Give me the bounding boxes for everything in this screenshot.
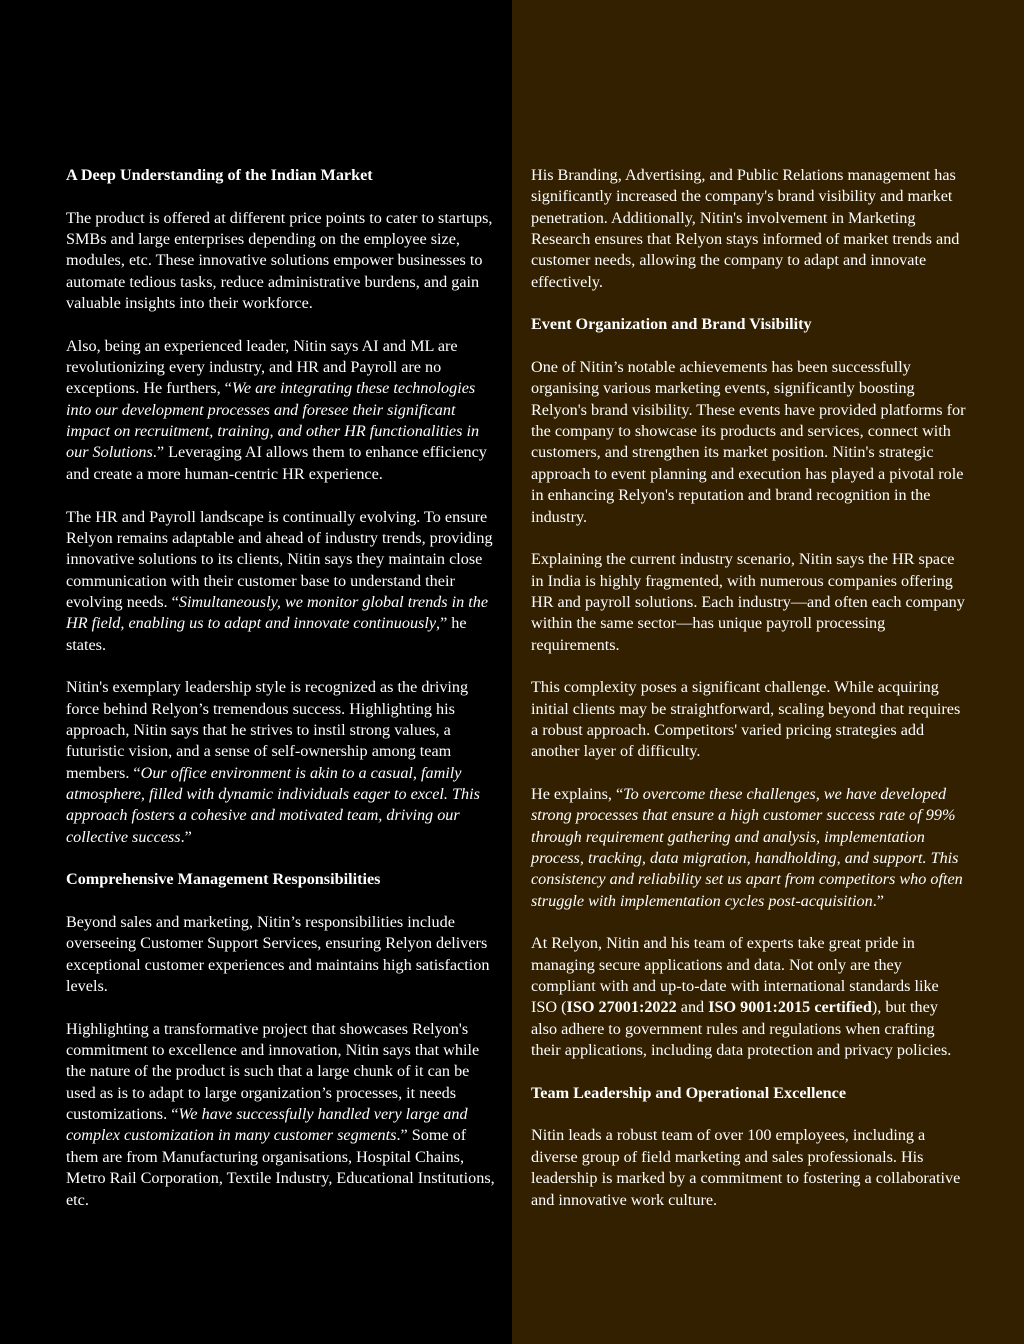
text-span: He explains, “: [531, 784, 624, 803]
paragraph-branding: His Branding, Advertising, and Public Relations management has significantly increased the company's brand visibility and market penetration. Additionally, Nitin's involvement in Marketing Research ensures that Relyon stays informed of market trends and customer needs, allowing the company to adapt and innovate effectively.: [531, 166, 960, 291]
text-span: ,” he states.: [66, 614, 467, 654]
paragraph-events: One of Nitin’s notable achievements has been successfully organising various marketing events, significantly boosting Relyon's brand visibility. These events have provided platforms for the company to showcase its products and services, connect with customers, and strengthen its market position. Nitin's strategic approach to event planning and execution has played a pivotal role in enhancing Relyon's reputation and brand recognition in the industry.: [531, 358, 966, 526]
quote-text: Simultaneously, we monitor global trends in the HR field, enabling us to adapt and innovate continuously: [66, 592, 489, 633]
text-span: .” Some of them are from Manufacturing organisations, Hospital Chains, Metro Rail Corporation, Textile Industry, Educational Institutions, etc.: [66, 1126, 495, 1209]
paragraph-team: Nitin leads a robust team of over 100 employees, including a diverse group of field marketing and sales professionals. His leadership is marked by a commitment to fostering a collaborative and innovative work culture.: [531, 1126, 961, 1209]
right-text-column: [531, 165, 966, 1232]
section-heading-team: Team Leadership and Operational Excellence: [531, 1083, 847, 1102]
left-text-column: [66, 165, 498, 1232]
paragraph-explains: [531, 784, 966, 912]
text-span: Also, being an experienced leader, Nitin says AI and ML are revolutionizing every industry, and HR and Payroll are no exceptions. He furthers, “: [66, 336, 458, 398]
text-span: .” Leveraging AI allows them to enhance efficiency and create a more human-centric HR experience.: [66, 443, 487, 483]
bold-certification: ISO 9001:2015 certified: [708, 998, 872, 1017]
text-span: At Relyon, Nitin and his team of experts take great pride in managing secure applications and data. Not only are they compliant with and up-to-date with international standards like ISO (: [531, 934, 939, 1017]
paragraph-secure: [531, 933, 966, 1061]
section-heading-management: Comprehensive Management Responsibilities: [66, 870, 381, 889]
paragraph-landscape: [66, 507, 498, 656]
paragraph-ai-ml: [66, 336, 498, 485]
paragraph-industry: Explaining the current industry scenario, Nitin says the HR space in India is highly fragmented, with numerous companies offering HR and payroll solutions. Each industry—and often each company within the same sector—has unique payroll processing requirements.: [531, 550, 965, 654]
text-span: The HR and Payroll landscape is continually evolving. To ensure Relyon remains adaptable and ahead of industry trends, providing innovative solutions to its clients, Nitin says they maintain close communication with their customer base to understand their evolving needs. “: [66, 507, 493, 611]
quote-text: We are integrating these technologies into our development processes and foresee their significant impact on recruitment, training, and other HR functionalities in our Solutions: [66, 379, 480, 462]
bold-certification: ISO 27001:2022: [566, 998, 677, 1017]
text-span: and: [676, 998, 709, 1017]
paragraph-price-points: The product is offered at different price points to cater to startups, SMBs and large enterprises depending on the employee size, modules, etc. These innovative solutions empower businesses to automate tedious tasks, reduce administrative burdens, and gain valuable insights into their workforce.: [66, 208, 493, 313]
paragraph-leadership: [66, 677, 498, 848]
section-heading-indian-market: A Deep Understanding of the Indian Market: [66, 166, 373, 184]
paragraph-transformative: [66, 1019, 498, 1211]
paragraph-beyond-sales: Beyond sales and marketing, Nitin’s responsibilities include overseeing Customer Support Services, ensuring Relyon delivers exceptional customer experiences and maintains high satisfaction levels.: [66, 913, 490, 996]
text-span: ), but they also adhere to government rules and regulations when crafting their applications, including data protection and privacy policies.: [531, 998, 952, 1060]
text-span: .”: [180, 827, 192, 846]
text-span: Highlighting a transformative project that showcases Relyon's commitment to excellence and innovation, Nitin says that while the nature of the product is such that a large chunk of it can be used as is to adapt to large organization’s processes, it needs customizations. “: [66, 1019, 480, 1124]
section-heading-event: Event Organization and Brand Visibility: [531, 315, 812, 334]
quote-text: Our office environment is akin to a casual, family atmosphere, filled with dynamic individuals eager to excel. This approach fosters a cohesive and motivated team, driving our collective success: [66, 763, 480, 846]
quote-text: We have successfully handled very large and complex customization in many customer segments: [66, 1105, 468, 1145]
text-span: Nitin's exemplary leadership style is recognized as the driving force behind Relyon’s tremendous success. Highlighting his approach, Nitin says that he strives to instil strong values, a futuristic vision, and a sense of self-ownership among team members. “: [66, 678, 469, 782]
paragraph-complexity: This complexity poses a significant challenge. While acquiring initial clients may be straightforward, scaling beyond that requires a robust approach. Competitors' varied pricing strategies add another layer of difficulty.: [531, 678, 961, 761]
quote-text: To overcome these challenges, we have developed strong processes that ensure a high customer success rate of 99% through requirement gathering and analysis, implementation process, tracking, data migration, handholding, and support. This consistency and reliability set us apart from competitors who often struggle with implementation cycles post-acquisition: [531, 784, 963, 910]
text-span: .”: [872, 891, 884, 910]
